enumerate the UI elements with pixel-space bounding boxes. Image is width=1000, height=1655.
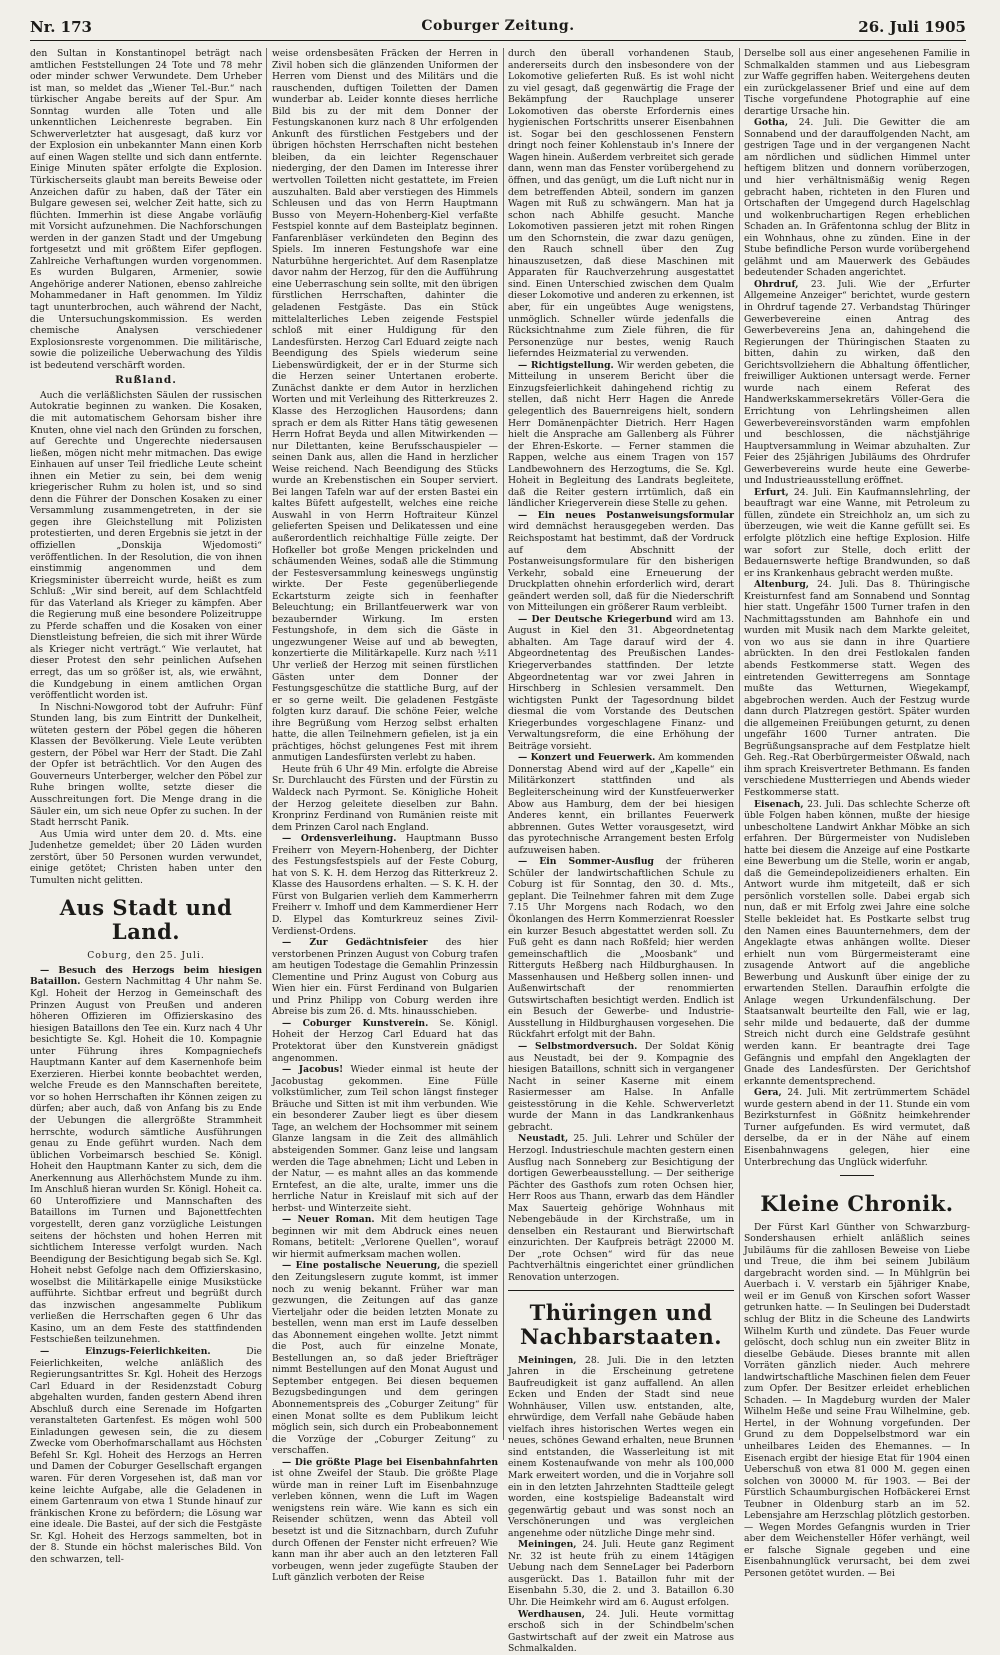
article-paragraph (272, 937, 498, 1018)
article-text: wird am 13. August in Kiel den 31. Abgeordnetentag abhalten. Am Tage darauf wird der 4. Abgeordnetentag des Preußischen Landes-Kriegerverbandes stattfinden. Der letzte Abgeordnetentag war vor zwei Jahren in Hirschberg in Schlesien versammelt. Den wichtigsten Punkt der Tagesordnung bildet diesmal die vom Vorstande des Deutschen Kriegerbundes vorgeschlagene Finanz- und Verwaltungsreform, die eine Erhöhung der Beiträge vorsieht. (508, 613, 735, 752)
article-paragraph (508, 1041, 734, 1133)
article-text: weise ordensbesäten Fräcken der Herren in Zivil hoben sich die glänzenden Uniformen der Herren vom Dienst und des Militärs und die rauschenden, duftigen Toiletten der Damen wunderbar ab. Leider konnte dieses herrliche Bild bis zu der mit dem Donner der Festungskanonen kurz nach 8 Uhr erfolgenden Ankunft des fürstlichen Festgebers und der übrigen höchsten Herrschaften nicht bestehen bleiben, da ein leichter Regenschauer niederging, der den Damen im Interesse ihrer wertvollen Toiletten nicht gestattete, im Freien auszuhalten. Bald aber verstiegen des Himmels Schleusen und das von Herrn Hauptmann Busso von Meyern-Hohenberg-Kiel verfaßte Festspiel konnte auf dem Basteiplatz beginnen. Fanfarenbläser verkündeten den Beginn des Spiels. Im inneren Festungshofe war eine Naturbühne hergerichtet. Auf dem Rasenplatze davor nahm der Herzog, für den die Aufführung eine Ueberraschung sein sollte, mit den übrigen fürstlichen Herrschaften, dahinter die geladenen Festgäste. Das ein Stück mittelalterliches Leben zeigende Festspiel schloß mit einer Huldigung für den Landesfürsten. Herzog Carl Eduard zeigte nach Beendigung des Spiels wiederum seine Liebenswürdigkeit, der er in der Sturme sich die Herzen seiner Untertanen eroberte. Zunächst dankte er dem Autor in herzlichen Worten und mit Verleihung des Ritterkreuzes 2. Klasse des Herzoglichen Hausordens; dann sprach er dem als Ritter Hans tätig gewesenen Herrn Hofrat Beyda und allen Mitwirkenden — nur Dilettanten, keine Berufsschauspieler — seinen Dank aus, allen die Hand in herzlicher Weise reichend. Nach Beendigung des Stücks wurde an Krebenstischen ein Souper serviert. Bei langen Tafeln war auf der ersten Bastei ein kaltes Büfett aufgestellt, welches eine reiche Auswahl in von Herrn Hoftraiteur Künzel gelieferten Speisen und Delikatessen und eine außerordentlich reichhaltige Fülle zeigte. Der Hofkeller bot große Mengen prickelnden und schäumenden Weines, sodaß alle die Stimmung der Festesversammlung keineswegs ungünstig wirkte. Der Feste gegenüberliegende Eckartsturm zeigte sich in feenhafter Beleuchtung; ein Brillantfeuerwerk war von bezaubernder Wirkung. Im ersten Festungshofe, in dem sich die Gäste in ungezwungener Weise auf und ab bewegten, konzertierte die Militärkapelle. Kurz nach ½11 Uhr verließ der Herzog mit seinen fürstlichen Gästen unter dem Donner der Festungsgeschütze die stattliche Burg, auf der er so gerne weilt. Die geladenen Festgäste folgten kurz darauf. Die schöne Feier, welche ihre Begrüßung vom Herzog selbst erhalten hatte, die allen Teilnehmern gefielen, ist ja ein prächtiges, höchst gelungenes Fest mit ihrem anmutigen Landesfürsten verlebt zu haben. (272, 48, 498, 764)
article-paragraph (508, 614, 734, 753)
article-title: — Ein Sommer-Ausflug (518, 856, 654, 868)
article-text: Der Soldat König aus Neustadt, bei der 9. Kompagnie des hiesigen Bataillons, schnitt sich in vergangener Nacht in seiner Kaserne mit einem Rasiermesser am Halse. In Anfalle geistesstörung in die Kehle. Schwerverletzt wurde der Mann in das Landkrankenhaus gebracht. (508, 1041, 734, 1133)
article-paragraph (744, 1087, 970, 1168)
article-text: Am kommenden Donnerstag Abend wird auf der „Kapelle“ ein Militärkonzert stattfinden und als Begleiterscheinung wird der Kunstfeuerwerker Abow aus Hamburg, dem der bei hiesigen Anderes kennt, ein brillantes Feuerwerk abbrennen. Gutes Wetter vorausgesetzt, wird das pyrotechnische Arrangement besten Erfolg aufzuweisen haben. (508, 752, 734, 856)
dateline: Coburg, den 25. Juli. (87, 950, 205, 962)
article-title: — Ordensverleihung. (282, 833, 397, 845)
article-text: 24. Juli. Heute vormittag erschoß sich in der Schindbelm'schen Gastwirtschaft auf der zweit ein Matrose aus Schmalkalden. (508, 1608, 734, 1655)
article-text: Die Feierlichkeiten, welche anläßlich des Regierungsantrittes Sr. Kgl. Hoheit des Herzogs Carl Eduard in der Residenzstadt Coburg abgehalten wurden, fanden gestern Abend ihren Abschluß durch eine Serenade im Hofgarten veranstalteten Gartenfest. Es mögen wohl 500 Einladungen gewesen sein, die zu diesem Zwecke vom Oberhofmarschallamt aus Höchsten Befehl Sr. Kgl. Hoheit des Herzogs an Herren und Damen der Coburger Gesellschaft ergangen waren. Für deren Vorgesehen ist, daß man vor keine leichte Aufgabe, alle die Geladenen in einem Gartenraum von etwa 1 Stunde hinauf zur fränkischen Krone zu befördern; die Lösung war eine ideale. Die Bastei, auf der sich die Festgäste Sr. Kgl. Hoheit des Herzogs sammelten, bot in der 8. Stunde ein höchst malerisches Bild. Von den schwarzen, tell- (30, 1345, 262, 1565)
article-text: der früheren Schüler der landwirtschaftlichen Schule zu Coburg ist für Sonntag, den 30. d. Mts., geplant. Die Teilnehmer fahren mit dem Zuge 7.15 Uhr Morgens nach Rodach, wo den Ökonlangen des Herrn Kommerzienrat Roessler ein kurzer Besuch abgestattet werden soll. Zu Fuß geht es dann nach Roßfeld; hier werden gemeinschaftlich die „Moosbank“ und Ritterguts Heßberg nach Hildburghausen. In Massenhausen und Heßberg sollen innen- und Außenwirtschaft der renommierten Gutswirtschaften besichtigt werden. Endlich ist ein Besuch der Gewerbe- und Industrie-Ausstellung in Hildburghausen vorgesehen. Die Rückfahrt erfolgt mit der Bahn. (508, 856, 734, 1041)
column-rule (266, 48, 267, 1440)
article-paragraph (744, 279, 970, 487)
article-text: Heute früh 6 Uhr 49 Min. erfolgte die Abreise Sr. Durchlaucht des Fürsten und der Fürstin zu Waldeck nach Pyrmont. Se. Königliche Hoheit der Herzog geleitete dieselben zur Bahn. Kronprinz Ferdinand von Rumänien reiste mit dem Prinzen Carol nach England. (272, 763, 498, 833)
article-title: Werdhausen, (518, 1608, 585, 1620)
column-rule (503, 48, 504, 1440)
article-text: Gestern Nachmittag 4 Uhr nahm Se. Kgl. Hoheit der Herzog in Gemeinschaft des Prinzen August von Preußen und anderen höheren Offizieren im Offizierskasino des hiesigen Bataillons den Tee ein. Kurz nach 4 Uhr besichtigte Se. Kgl. Hoheit die 10. Kompagnie unter Führung ihres Kompagniechefs Hauptmann Kanter auf dem Kasernenhofe beim Exerzieren. Hierbei konnte beobachtet werden, welche Freude es den Mannschaften bereitete, vor so hohen Herrschaften ihr Können zeigen zu dürfen; aber auch, daß von Anfang bis zu Ende der Uebungen die allergrößte Strammheit herrschte, wodurch sämtliche Ausführungen genau zu Ende geführt wurden. Nach dem üblichen Vorbeimarsch beschied Se. Königl. Hoheit den Hauptmann Kanter zu sich, dem die Anerkennung aus Allerhöchstem Munde zu ihm. Im Anschluß hieran wurden Sr. Königl. Hoheit ca. 60 Unteroffiziere und Mannschaften des Bataillons im Turnen und Bajonettfechten vorgestellt, deren ganz vorzügliche Leistungen seitens der höchsten und hohen Herren mit sichtlichem Interesse verfolgt wurden. Nach Beendigung der Besichtigung begab sich Se. Kgl. Hoheit nebst Gefolge nach dem Offizierskasino, woselbst die Militärkapelle einige Musikstücke aufführte. Sichtbar erfreut und begrüßt durch das inzwischen angesammelte Publikum verließen die Herrschaften gegen 6 Uhr das Kasino, um an dem Feste des stattfindenden Festschießen teilzunehmen. (30, 976, 263, 1346)
article-text: Auch die verläßlichsten Säulen der russischen Autokratie beginnen zu wanken. Die Kosaken, die mit automatischem Gehorsam bisher ihre Knuten, ohne viel nach den Gründen zu forschen, auf Gerechte und Ungerechte niedersausen ließen, mögen nicht mehr mitmachen. Das ewige Einhauen auf unser Teil friedliche Leute scheint ihnen ein Metier zu sein, bei dem wenig kriegerischer Ruhm zu holen ist, und so sind denn die Führer der Donschen Kosaken zu einer Versammlung zusammengetreten, in der sie gegen ihre Gleichstellung mit Polizisten protestierten, und deren Ergebnis sie jetzt in der offiziellen „Donskija Wjedomosti“ veröffentlichen. In der Resolution, die von ihnen einstimmig angenommen und dem Kriegsminister überreicht wurde, heißt es zum Schluß: „Wir sind bereit, auf dem Schlachtfeld für das Vaterland als Krieger zu kämpfen. Aber die Regierung muß eine besondere Polizeitruppe zu Pferde schaffen und die Kosaken von einer Dienstleistung befreien, die sich mit ihrer Würde als Krieger nicht verträgt.“ Wie verlautet, hat dieser Protest den sehr peinlichen Aufsehen erregt, das um so größer ist, als, wie erwähnt, die Kundgebung in einem amtlichen Organ veröffentlicht worden ist. (30, 389, 262, 702)
article-text: Se. Königl. Hoheit der Herzog Carl Eduard hat das Protektorat über den Kunstverein gnädigst angenommen. (272, 1017, 498, 1064)
masthead (30, 16, 966, 41)
column-2 (272, 48, 499, 1584)
article-paragraph (30, 48, 262, 371)
article-text: Hauptmann Busso Freiherr von Meyern-Hohenberg, der Dichter des Festungsfestspiels auf der Feste Coburg, hat von S. K. H. dem Herzog das Ritterkreuz 2. Klasse des Hausordens erhalten. — S. K. H. der Fürst von Bulgarien verlieh dem Kammerherrn Freiherr v. Imhoff und dem Kammerdiener Herr D. Elypel das Komturkreuz seines Zivil-Verdienst-Ordens. (272, 833, 498, 937)
article-paragraph (272, 764, 498, 833)
article-text: 24. Juli. Heute ganz Regiment Nr. 32 ist heute früh zu einem 14tägigen Uebung nach dem SenneLager bei Paderborn ausgerückt. Das 1. Bataillon fuhr mit der Eisenbahn 5.30, die 2. und 3. Bataillon 6.30 Uhr. Die Heimkehr wird am 6. August erfolgen. (508, 1539, 734, 1608)
article-text: 25. Juli. Lehrer und Schüler der Herzogl. Industrieschule machten gestern einen Ausflug nach Sonneberg zur Besichtigung der dortigen Gewerbeausstellung. — Der seitherige Pächter des Gasthofs zum roten Ochsen hier, Herr Roos aus Thann, erwarb das dem Händler Max Sauerteig gehörige Wohnhaus mit Nebengebäude in der Kirchstraße, um in denselben ein Restaurant und Bierwirtschaft einzurichten. Der Kaufpreis beträgt 22000 M. Der „rote Ochsen“ wird für das neue Pachtverhältnis eingerichtet einer gründlichen Renovation unterzogen. (508, 1133, 734, 1283)
article-title: — Besuch des Herzogs beim hiesigen Bataillon. (30, 964, 262, 988)
article-text: 23. Juli. Wie der „Erfurter Allgemeine Anzeiger“ berichtet, wurde gestern in Ohrdruf tagende 27. Verbandstag Thüringer Gewerbevereine einen Antrag des Gewerbevereins Jena an, dahingehend die Regierungen der Thüringischen Staaten zu bitten, dahin zu wirken, daß den Gerichtsvollziehern die Abhaltung öffentlicher, freiwilliger Auktionen untersagt werde. Ferner wurde nach einem Referat des Handwerkskammersekretärs Völler-Gera die Errichtung von Lehrlingsheimen allen Gewerbevereinsvorständen warm empfohlen und beschlossen, die nächstjährige Hauptversammlung in Weimar abzuhalten. Zur Feier des 25jährigen Jubiläums des Ohrdrufer Gewerbevereins wurde heute eine Gewerbe- und Industrieausstellung eröffnet. (744, 278, 970, 487)
article-paragraph (508, 1355, 734, 1540)
article-text: wird demnächst herausgegeben werden. Das Reichspostamt hat bestimmt, daß der Vordruck auf dem Abschnitt der Postanweisungsformulare für den bisherigen Verkehr, sobald eine Erneuerung der Druckplatten ohnehin erforderlich wird, derart geändert werden soll, daß für die Niederschrift von Mitteilungen ein größerer Raum verbleibt. (508, 521, 734, 614)
article-text: ist ohne Zweifel der Staub. Die größte Plage würde man in reiner Luft im Eisenbahnzuge verleben können, wenn die Luft im Wagen wenigstens rein wäre. Wie kann es sich ein Reisender schützen, wenn das Abteil voll besetzt ist und die Sitznachbarn, durch Zufuhr durch Offenen der Fenster nicht erfreuen? Wie kann man ihr aber auch an den letzteren Fall vorbeugen, wenn jeder zugefügte Stauben der Luft gänzlich verboten der Reise (272, 1468, 498, 1584)
column-rule (739, 48, 740, 1440)
article-paragraph (30, 1346, 262, 1565)
article-text: des hier verstorbenen Prinzen August von Coburg trafen am heutigen Todestage die Gemahlin Prinzessin Clementine und Prinz August von Coburg aus Wien hier ein. Fürst Ferdinand von Bulgarien und Prinz Philipp von Coburg werden ihre Abreise bis zum 26. d. Mts. hinausschieben. (272, 937, 499, 1018)
article-title: — Einzugs-Feierlichkeiten. (40, 1345, 211, 1357)
article-text: 24. Juli. Das 8. Thüringische Kreisturnfest fand am Sonnabend und Sonntag hier statt. Ungefähr 1500 Turner trafen in den Nachmittagsstunden am Bahnhofe ein und wurden mit Musik nach dem Markte geleitet, von wo aus sie dann in ihre Quartiere abrückten. In den drei Festlokalen fanden abends Festkommerse statt. Wegen des eintretenden Gewitterregens am Sonntage mußte das Wetturnen, Wiegekampf, abgebrochen werden. Auch der Festzug wurde dann durch Platzregen gestört. Später wurden die allgemeinen Freiübungen geturnt, zu denen ungefähr 1600 Turner antraten. Die Begrüßungsansprache auf dem Festplatze hielt Geh. Reg.-Rat Oberbürgermeister Oßwald, nach ihm sprach Kreisvertreter Bethmann. Es fanden verschiedene Mustterriegen und Abends wieder Festkommerse statt. (744, 579, 970, 798)
article-text: Wieder einmal ist heute der Jacobustag gekommen. Eine Fülle volkstümlicher, zum Teil schon längst finsteger Bräuche und Sitten ist mit ihm verbunden. Wie ein besonderer Zauber liegt es über diesem Tage, an welchem der Hochsommer mit seinem Glanze langsam in die Zeit des allmählich absteigenden Sommer. Ganz leise und langsam werden die Tage abnehmen; Licht und Leben in der Natur, — es mahnt alles an das kommende Erntefest, an die alte, uralte, immer uns die herrliche Natur in Kreislauf mit sich auf der herbst- und Winterzeite sieht. (272, 1064, 498, 1214)
divider (508, 1290, 734, 1291)
article-title: — Konzert und Feuerwerk. (518, 752, 656, 764)
article-title: Meiningen, (518, 1539, 577, 1551)
divider (744, 1170, 970, 1182)
article-paragraph (508, 1609, 734, 1655)
article-text: durch den überall vorhandenen Staub, andererseits durch den insbesondere von der Lokomotive gelieferten Ruß. Es ist wohl nicht zu viel gesagt, daß gegenwärtig die Frage der Bekämpfung der Rauchplage unserer Lokomotiven das oberste Erfordernis eines hygienischen Fortschritts unserer Eisenbahnen ist. Sogar bei den geschlossenen Fenstern dringt noch feiner Kohlenstaub in's Innere der Wagen hinein. Außerdem verbreitet sich gerade dann, wenn man das Fenster vorübergehend zu öffnen, und das genügt, um die Luft nicht nur in dem betreffenden Abteil, sondern im ganzen Wagen mit Ruß zu schwängern. Man hat ja schon nach Abhilfe gesucht. Manche Lokomotiven passieren jetzt mit rohen Ringen um den Schornstein, die zwar dazu genügen, den Rauch schnell über den Zug hinauszusetzen, daß diese Maschinen mit Apparaten für Rauchverzehrung ausgestattet sind. Einen Unterschied zwischen dem Qualm dieser Lokomotive und anderen zu erkennen, ist aber, für ein ungeübtes Auge wenigstens, unmöglich. Schneller würde jedenfalls die Rücksichtnahme zum Ziele führen, die für Personenzüge nur bestes, wenig Rauch lieferndes Heizmaterial zu verwenden. (508, 48, 734, 360)
article-paragraph (508, 752, 734, 856)
article-title: Ohrdruf, (754, 278, 799, 290)
column-4 (744, 48, 971, 1579)
department-heading: Kleine Chronik. (760, 1190, 954, 1216)
article-paragraph (508, 510, 734, 614)
column-1 (30, 48, 263, 1565)
article-paragraph (272, 1260, 498, 1456)
article-title: — Die größte Plage bei Eisenbahnfahrten (282, 1456, 498, 1468)
article-paragraph (272, 833, 498, 937)
article-title: — Der Deutsche Kriegerbund (518, 613, 673, 625)
article-text: 24. Juli. Mit zertrümmertem Schädel wurde gestern abend in der 11. Stunde ein vom Bezirksturnfest in Gößnitz heimkehrender Turner aufgefunden. Es wird vermutet, daß derselbe, da er in der Nähe auf einem Eisenbahnwagens gelegen, hier eine Unterbrechung das Unglück widerfuhr. (744, 1087, 970, 1168)
article-paragraph (508, 1539, 734, 1608)
department-heading: Thüringen und Nachbarstaaten. (519, 1299, 723, 1349)
article-title: — Ein neues Postanweisungsformular (518, 509, 734, 521)
article-title: Gotha, (754, 117, 789, 129)
article-text: Wir werden gebeten, die Mitteilung in unserem Bericht über die Einzugsfeierlichkeit dahingehend richtig zu stellen, daß nicht Herr Hagen die Anrede gelegentlich des Bauernreigens hielt, sondern Herr Domänenpächter Dietrich. Herr Hagen hielt die Ansprache am Gallenberg als Führer der Ehren-Eskorte. — Ferner stammen die Rappen, welche aus einem Tragen von 157 Landbewohnern des Herzogtums, die Se. Kgl. Hoheit in Begleitung des Landrats begleitete, daß die Reiter gestern irrtümlich, daß ein ländlicher Kriegerverein diese Stelle zu gehen. (508, 359, 734, 510)
column-3 (508, 48, 735, 1655)
article-title: — Zur Gedächtnisfeier (282, 937, 428, 949)
issue-number: Nr. 173 (30, 18, 92, 36)
article-paragraph (744, 799, 970, 1088)
article-paragraph (272, 1064, 498, 1214)
article-paragraph (30, 829, 262, 887)
department-heading: Aus Stadt und Land. (59, 895, 233, 945)
article-text: 24. Juli. Die Gewitter die am Sonnabend und der darauffolgenden Nacht, am gestrigen Tage und in der vergangenen Nacht am nördlichen und südlichen Himmel unter heftigem blitzen und donnern vorüberzogen, und hier verhältnismäßig wenig Regen gebracht haben, richteten in den Fluren und Ortschaften der Umgegend durch Hagelschlag und wolkenbruchartigen Regen erheblichen Schaden an. In Gräfentonna schlug der Blitz in ein Wohnhaus, ohne zu zünden. Eine in der Stube befindliche Person wurde vorübergehend gelähmt und am Mauerwerk des Gebäudes bedeutender Schaden angerichtet. (744, 117, 971, 279)
article-paragraph (744, 117, 970, 279)
article-title: — Selbstmordversuch. (518, 1041, 638, 1053)
article-text: Mit dem heutigen Tage beginnen wir mit dem Abdruck eines neuen Romans, betitelt: „Verlorene Quellen“, worauf wir hiermit aufmerksam machen wollen. (272, 1214, 498, 1260)
article-paragraph (272, 1214, 498, 1260)
article-text: 28. Juli. Die in den letzten Jahren in die Erscheinung getretene Baufreudigkeit ist ganz auffallend. An allen Ecken und Enden der Stadt sind neue Wohnhäuser, Villen usw. entstanden, alte, ehrwürdige, dem Verfall nahe Gebäude haben vielfach ihres historischen Wertes wegen ein neues, schönes Gewand erhalten, neue Brunnen sind entstanden, die Wasserleitung ist mit einem Kostenaufwande von mehr als 100,000 Mark erweitert worden, und die in Vorjahre soll ein in den letzten Jahrzehnten Stadtteile gelegt worden, eine kostspielige Badeanstalt wird gegenwärtig gebaut und was sonst noch an Verschönerungen und was vergleichen angenehme oder nützliche Dinge mehr sind. (508, 1354, 734, 1539)
article-paragraph (508, 360, 734, 510)
article-paragraph (744, 1222, 970, 1580)
article-text: Derselbe soll aus einer angesehenen Familie in Schmalkalden stammen und aus Liebesgram zur Waffe gegriffen haben. Weitergehens deuten ein zurückgelassener Brief und eine auf dem Tische vorgefundene Photographie auf eine derartige Ursache hin. (744, 48, 970, 117)
issue-date: 26. Juli 1905 (858, 18, 966, 36)
article-title: Gera, (754, 1087, 782, 1099)
article-title: Erfurt, (754, 486, 789, 498)
article-title: Meiningen, (518, 1354, 577, 1366)
article-text: In Nischni-Nowgorod tobt der Aufruhr: Fünf Stunden lang, bis zum Eintritt der Dunkelheit, wüteten gestern der Pöbel gegen die höheren Klassen der Bevölkerung. Viele Leute verübten gestern, der Pöbel war Herr der Stadt. Die Zahl der Opfer ist beträchtlich. Vor den Augen des Gouverneurs Unterberger, welcher den Pöbel zur Ruhe bringen wollte, setzte dieser die Ausschreitungen fort. Die Menge drang in die Säuler ein, um sich neue Opfer zu suchen. In der Stadt herrscht Panik. (30, 701, 262, 829)
article-text: den Sultan in Konstantinopel beträgt nach amtlichen Feststellungen 24 Tote und 78 mehr oder minder schwer Verwundete. Dem Urheber ist man, so meldet das „Wiener Tel.-Bur.“ nach türkischer Angabe bereits auf der Spur. Am Sonntag wurden alle Toten und alle unkenntlichen Leichenreste begraben. Ein Schwerverletzter hat ausgesagt, daß kurz vor der Explosion ein unbekannter Mann einen Korb auf einen Wagen stellte und sich dann entfernte. Einige Minuten später erfolgte die Explosion. Türkischerseits glaubt man bereits Beweise oder Anzeichen dafür zu haben, daß der Täter ein Bulgare gewesen sei, welcher Zeit hatte, sich zu flüchten. Immerhin ist diese Angabe vorläufig mit Vorsicht aufzunehmen. Die Nachforschungen werden in der ganzen Stadt und der Umgebung fortgesetzt und mit größtem Eifer gepflogen. Zahlreiche Verhaftungen wurden vorgenommen. Es wurden Bulgaren, Armenier, sowie Angehörige anderer Nationen, ebenso zahlreiche Mohammedaner in Haft genommen. Im Yildiz tagt ununterbrochen, auch während der Nacht, die Untersuchungskommission. Es werden chemische Analysen verschiedener Explosionsreste vorgenommen. Die militärische, sowie die polizeiliche Ueberwachung des Yildis ist bedeutend verschärft worden. (30, 48, 262, 371)
article-paragraph (30, 702, 262, 829)
section-heading: Rußland. (115, 374, 177, 387)
article-title: Altenburg, (754, 579, 809, 591)
article-title: — Coburger Kunstverein. (282, 1017, 429, 1029)
article-paragraph (272, 48, 498, 764)
article-text: 23. Juli. Das schlechte Scherze oft üble Folgen haben können, mußte der hiesige unbescholtene Landwirt Ankhar Möbke an sich erfahren. Der Bürgermeister von Nudisleben hatte bei diesem die Anzeige auf eine Postkarte eine Bewerbung um die Stelle, worin er angab, daß die Gemeindepolizeidieners erhalten. Ein Antwort wurde ihm mitgeteilt, daß er sich persönlich vorstellen solle. Dabei ergab sich nun, daß er mit Erfolg zwei Jahre eine solche Stelle bekleidet hat. Es Postkarte selbst trug den Namen eines Bauunternehmers, dem der Angeklagte etwas anhängen wollte. Dieser erhielt nun vom Bürgermeisteramt eine zusagende Antwort auf die angebliche Bewerbung und Auskunft über einige der zu erwartenden Stellen. Daraufhin erfolgte die Anlage wegen Urkundenfälschung. Der Staatsanwalt beurteilte den Fall, wie er lag, sehr milde und bedauerte, daß der dumme Streich nicht durch eine Geldstrafe gesühnt werden kann. Er beantragte drei Tage Gefängnis und empfahl den Angeklagten der Gnade des Landesfürsten. Der Gerichtshof erkannte dementsprechend. (744, 798, 970, 1087)
article-title: — Neuer Roman. (282, 1214, 375, 1226)
paper-title: Coburger Zeitung. (421, 18, 575, 34)
article-text: 24. Juli. Ein Kaufmannslehrling, der beauftragt war eine Wanne, mit Petroleum zu füllen, zündete ein Streichholz an, um sich zu überzeugen, wie weit die Kanne gefüllt sei. Es erfolgte plötzlich eine heftige Explosion. Hilfe war sofort zur Stelle, doch erlitt der Bedauernswerte heftige Brandwunden, so daß er ins Krankenhaus gebracht werden mußte. (744, 486, 971, 579)
article-paragraph (744, 487, 970, 579)
article-text: Der Fürst Karl Günther von Schwarzburg-Sondershausen erhielt anläßlich seines Jubiläums für die zahllosen Beweise von Liebe und Treue, die ihm bei seinem Jubiläum dargebracht worden sind. — In Mühlgrün bei Auerbach i. V. verstarb ein 5jähriger Knabe, weil er im Genuß von Kirschen sofort Wasser getrunken hatte. — In Seulingen bei Duderstadt schlug der Blitz in die Scheune des Landwirts Wilhelm Kurth und zündete. Das Feuer wurde gelöscht, doch schlug nun ein zweiter Blitz in dieselbe Gebäude. Dieses brannte mit allen Vorräten gänzlich nieder. Auch mehrere landwirtschaftliche Maschinen fielen dem Feuer zum Opfer. Der Besitzer erleidet erheblichen Schaden. — In Magdeburg wurden der Maler Wilhelm Heße und seine Frau Wilhelmine, geb. Hertel, in der Wohnung vorgefunden. Der Grund zu dem Doppelselbstmord war ein unheilbares Leiden des Ehemannes. — In Eisenach ergibt der hiesige Etat für 1904 einen Ueberschuß von etwa 81 000 M. gegen einen solchen von 30000 M. für 1903. — Bei der Fürstlich Schaumburgischen Hofbäckerei Ernst Teubner in Oldenburg starb an im 52. Lebensjahre am Herzschlag plötzlich gestorben. — Wegen Mordes Gefangnis wurden in Trier aber dem Weichensteller Höfer verhängt, weil er falsche Signale gegeben und eine Eisenbahnunglück verursacht, bei dem zwei Personen getötet wurden. — Bei (744, 1221, 970, 1579)
article-paragraph (508, 856, 734, 1041)
article-paragraph (508, 48, 734, 360)
article-paragraph (30, 390, 262, 702)
article-paragraph (508, 1133, 734, 1283)
article-title: Neustadt, (518, 1133, 569, 1145)
article-paragraph (30, 965, 262, 1346)
article-paragraph (744, 48, 970, 117)
article-paragraph (272, 1457, 498, 1584)
article-title: Eisenach, (754, 798, 804, 810)
article-text: Aus Umia wird unter dem 20. d. Mts. eine Judenhetze gemeldet; über 20 Läden wurden zerstört, über 50 Personen wurden verwundet, einige getötet; Christen haben unter den Tumulten nicht gelitten. (30, 828, 262, 886)
article-paragraph (272, 1018, 498, 1064)
article-text: die speziell den Zeitungslesern zugute kommt, ist immer noch zu wenig bekannt. Früher war man gezwungen, die Zeitungen auf das ganze Vierteljahr oder die beiden letzten Monate zu bestellen, wenn man erst im Laufe desselben das Abonnement eingehen wollte. Jetzt nimmt die Post, auch für einzelne Monate, Bestellungen an, so daß jeder Briefträger nimmt Bestellungen auf den Monat August und September entgegen. Bei diesen bequemen Bezugsbedingungen und dem geringen Abonnementspreis des „Coburger Zeitung“ für einen Monat sollte es dem Publikum leicht möglich sein, sich durch ein Probeabonnement die Vorzüge der „Coburger Zeitung“ zu verschaffen. (272, 1260, 498, 1457)
article-title: — Jacobus! (282, 1064, 344, 1076)
article-paragraph (744, 579, 970, 798)
article-title: — Eine postalische Neuerung, (282, 1260, 441, 1272)
article-title: — Richtigstellung. (518, 359, 614, 371)
